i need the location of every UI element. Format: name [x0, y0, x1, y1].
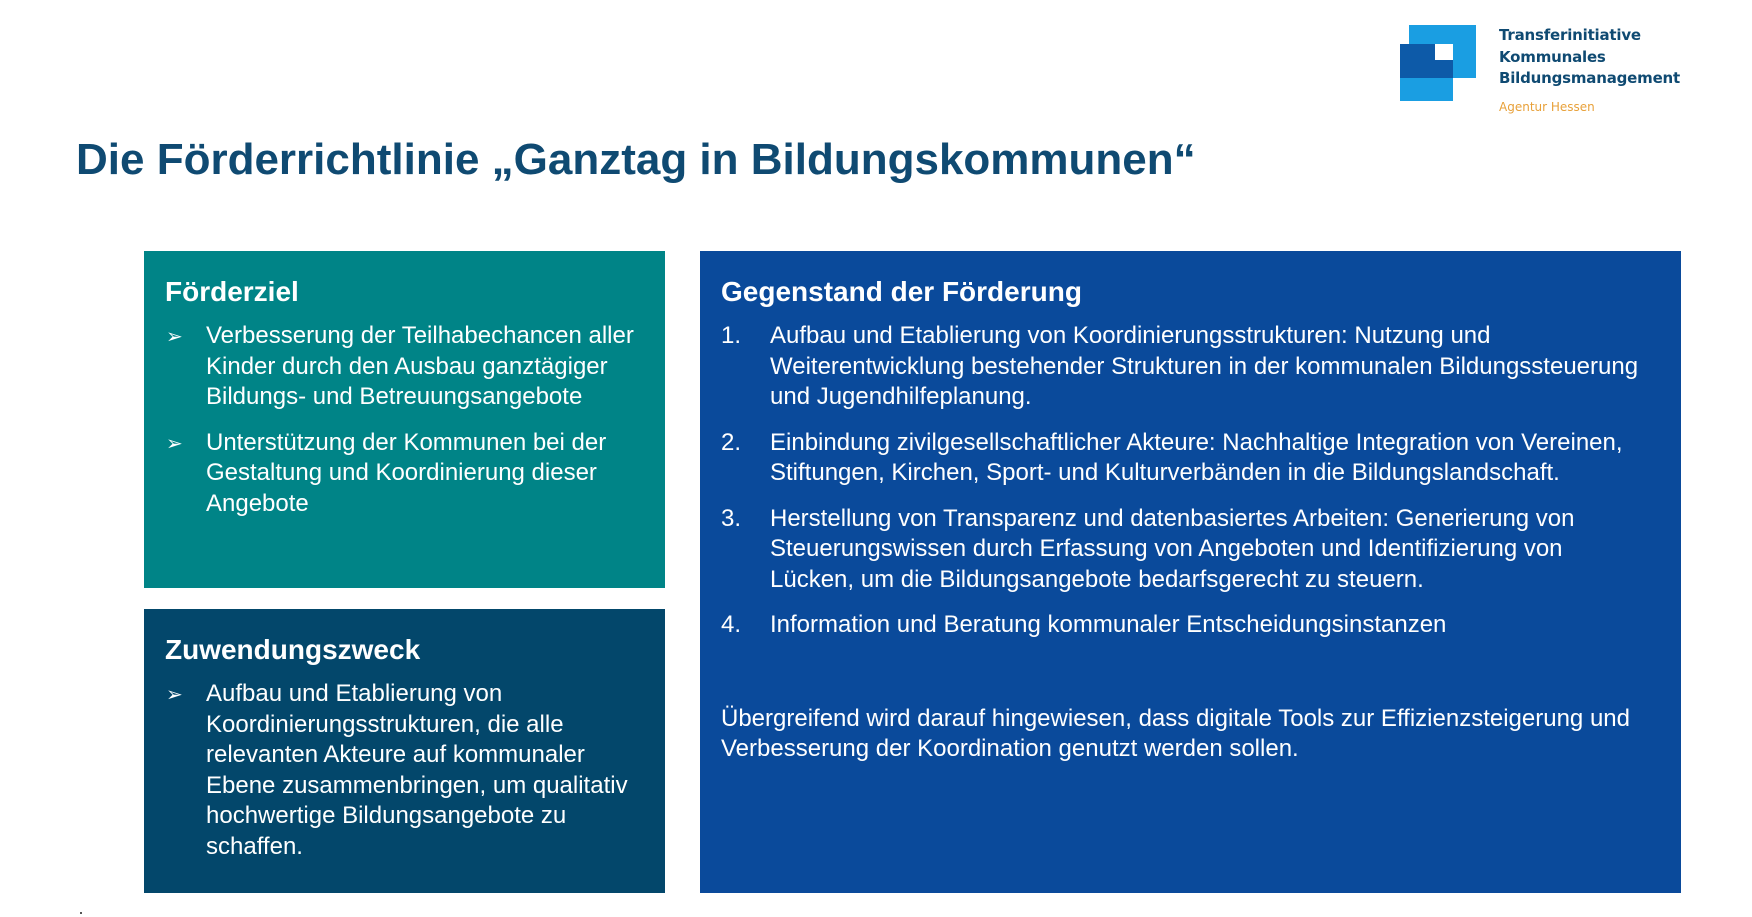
bullet-text: Unterstützung der Kommunen bei der Gestaltung und Koordinierung dieser Angebote: [206, 428, 607, 517]
logo-line-2: Kommunales: [1499, 47, 1606, 66]
logo-subtitle: Agentur Hessen: [1499, 100, 1595, 114]
arrowhead-bullet-icon: ➢: [166, 682, 183, 706]
gegenstand-heading: Gegenstand der Förderung: [721, 276, 1082, 307]
foerderziel-list: [165, 321, 645, 519]
page-title: Die Förderrichtlinie „Ganztag in Bildungskommunen“: [76, 135, 1196, 184]
item-number: 4.: [721, 611, 742, 638]
list-item: [721, 504, 1651, 596]
item-text: Aufbau und Etablierung von Koordinierungsstrukturen: Nutzung und Weiterentwicklung bestehender Strukturen in der kommunalen Bildungssteuerung und Jugendhilfeplanung.: [770, 322, 1639, 410]
list-item: [165, 321, 645, 413]
foerderziel-heading: Förderziel: [165, 276, 299, 307]
list-item: [165, 679, 645, 862]
gegenstand-panel: [700, 251, 1681, 893]
logo-line-1: Transferinitiative: [1499, 26, 1641, 44]
list-item: [721, 428, 1651, 489]
list-item: [721, 321, 1651, 413]
list-item: [165, 428, 645, 520]
item-text: Information und Beratung kommunaler Entscheidungsinstanzen: [770, 611, 1447, 638]
item-text: Herstellung von Transparenz und datenbasiertes Arbeiten: Generierung von Steuerungswissen durch Erfassung von Angeboten und Identifizierung von Lücken, um die Bildungsangebote bedarfsgerecht zu steuern.: [770, 504, 1575, 593]
decorative-dot: [80, 912, 82, 914]
zuwendungszweck-panel: [144, 609, 665, 893]
item-number: 2.: [721, 428, 742, 456]
item-number: 1.: [721, 322, 742, 349]
logo-line-3: Bildungsmanagement: [1499, 69, 1680, 87]
bullet-text: Verbesserung der Teilhabechancen aller Kinder durch den Ausbau ganztägiger Bildungs- und Betreuungsangebote: [206, 322, 634, 410]
logo: [1400, 25, 1700, 115]
list-item: [721, 610, 1651, 641]
closing-note: Übergreifend wird darauf hingewiesen, dass digitale Tools zur Effizienzsteigerung und Verbesserung der Koordination genutzt werden sollen.: [721, 704, 1630, 762]
arrowhead-bullet-icon: ➢: [166, 430, 183, 455]
arrowhead-bullet-icon: ➢: [166, 324, 183, 348]
logo-mark-icon: [1400, 25, 1476, 101]
foerderziel-panel: [144, 251, 665, 588]
bullet-text: Aufbau und Etablierung von Koordinierungsstrukturen, die alle relevanten Akteure auf kommunaler Ebene zusammenbringen, um qualitativ hochwertige Bildungsangebote zu schaffen.: [206, 680, 628, 860]
logo-text: [1499, 25, 1680, 90]
zuwendungszweck-list: [165, 679, 645, 862]
item-text: Einbindung zivilgesellschaftlicher Akteure: Nachhaltige Integration von Vereinen, Stiftungen, Kirchen, Sport- und Kulturverbänden in die Bildungslandschaft.: [770, 428, 1623, 486]
item-number: 3.: [721, 504, 742, 532]
zuwendungszweck-heading: Zuwendungszweck: [165, 634, 421, 665]
gegenstand-list: [721, 321, 1651, 641]
